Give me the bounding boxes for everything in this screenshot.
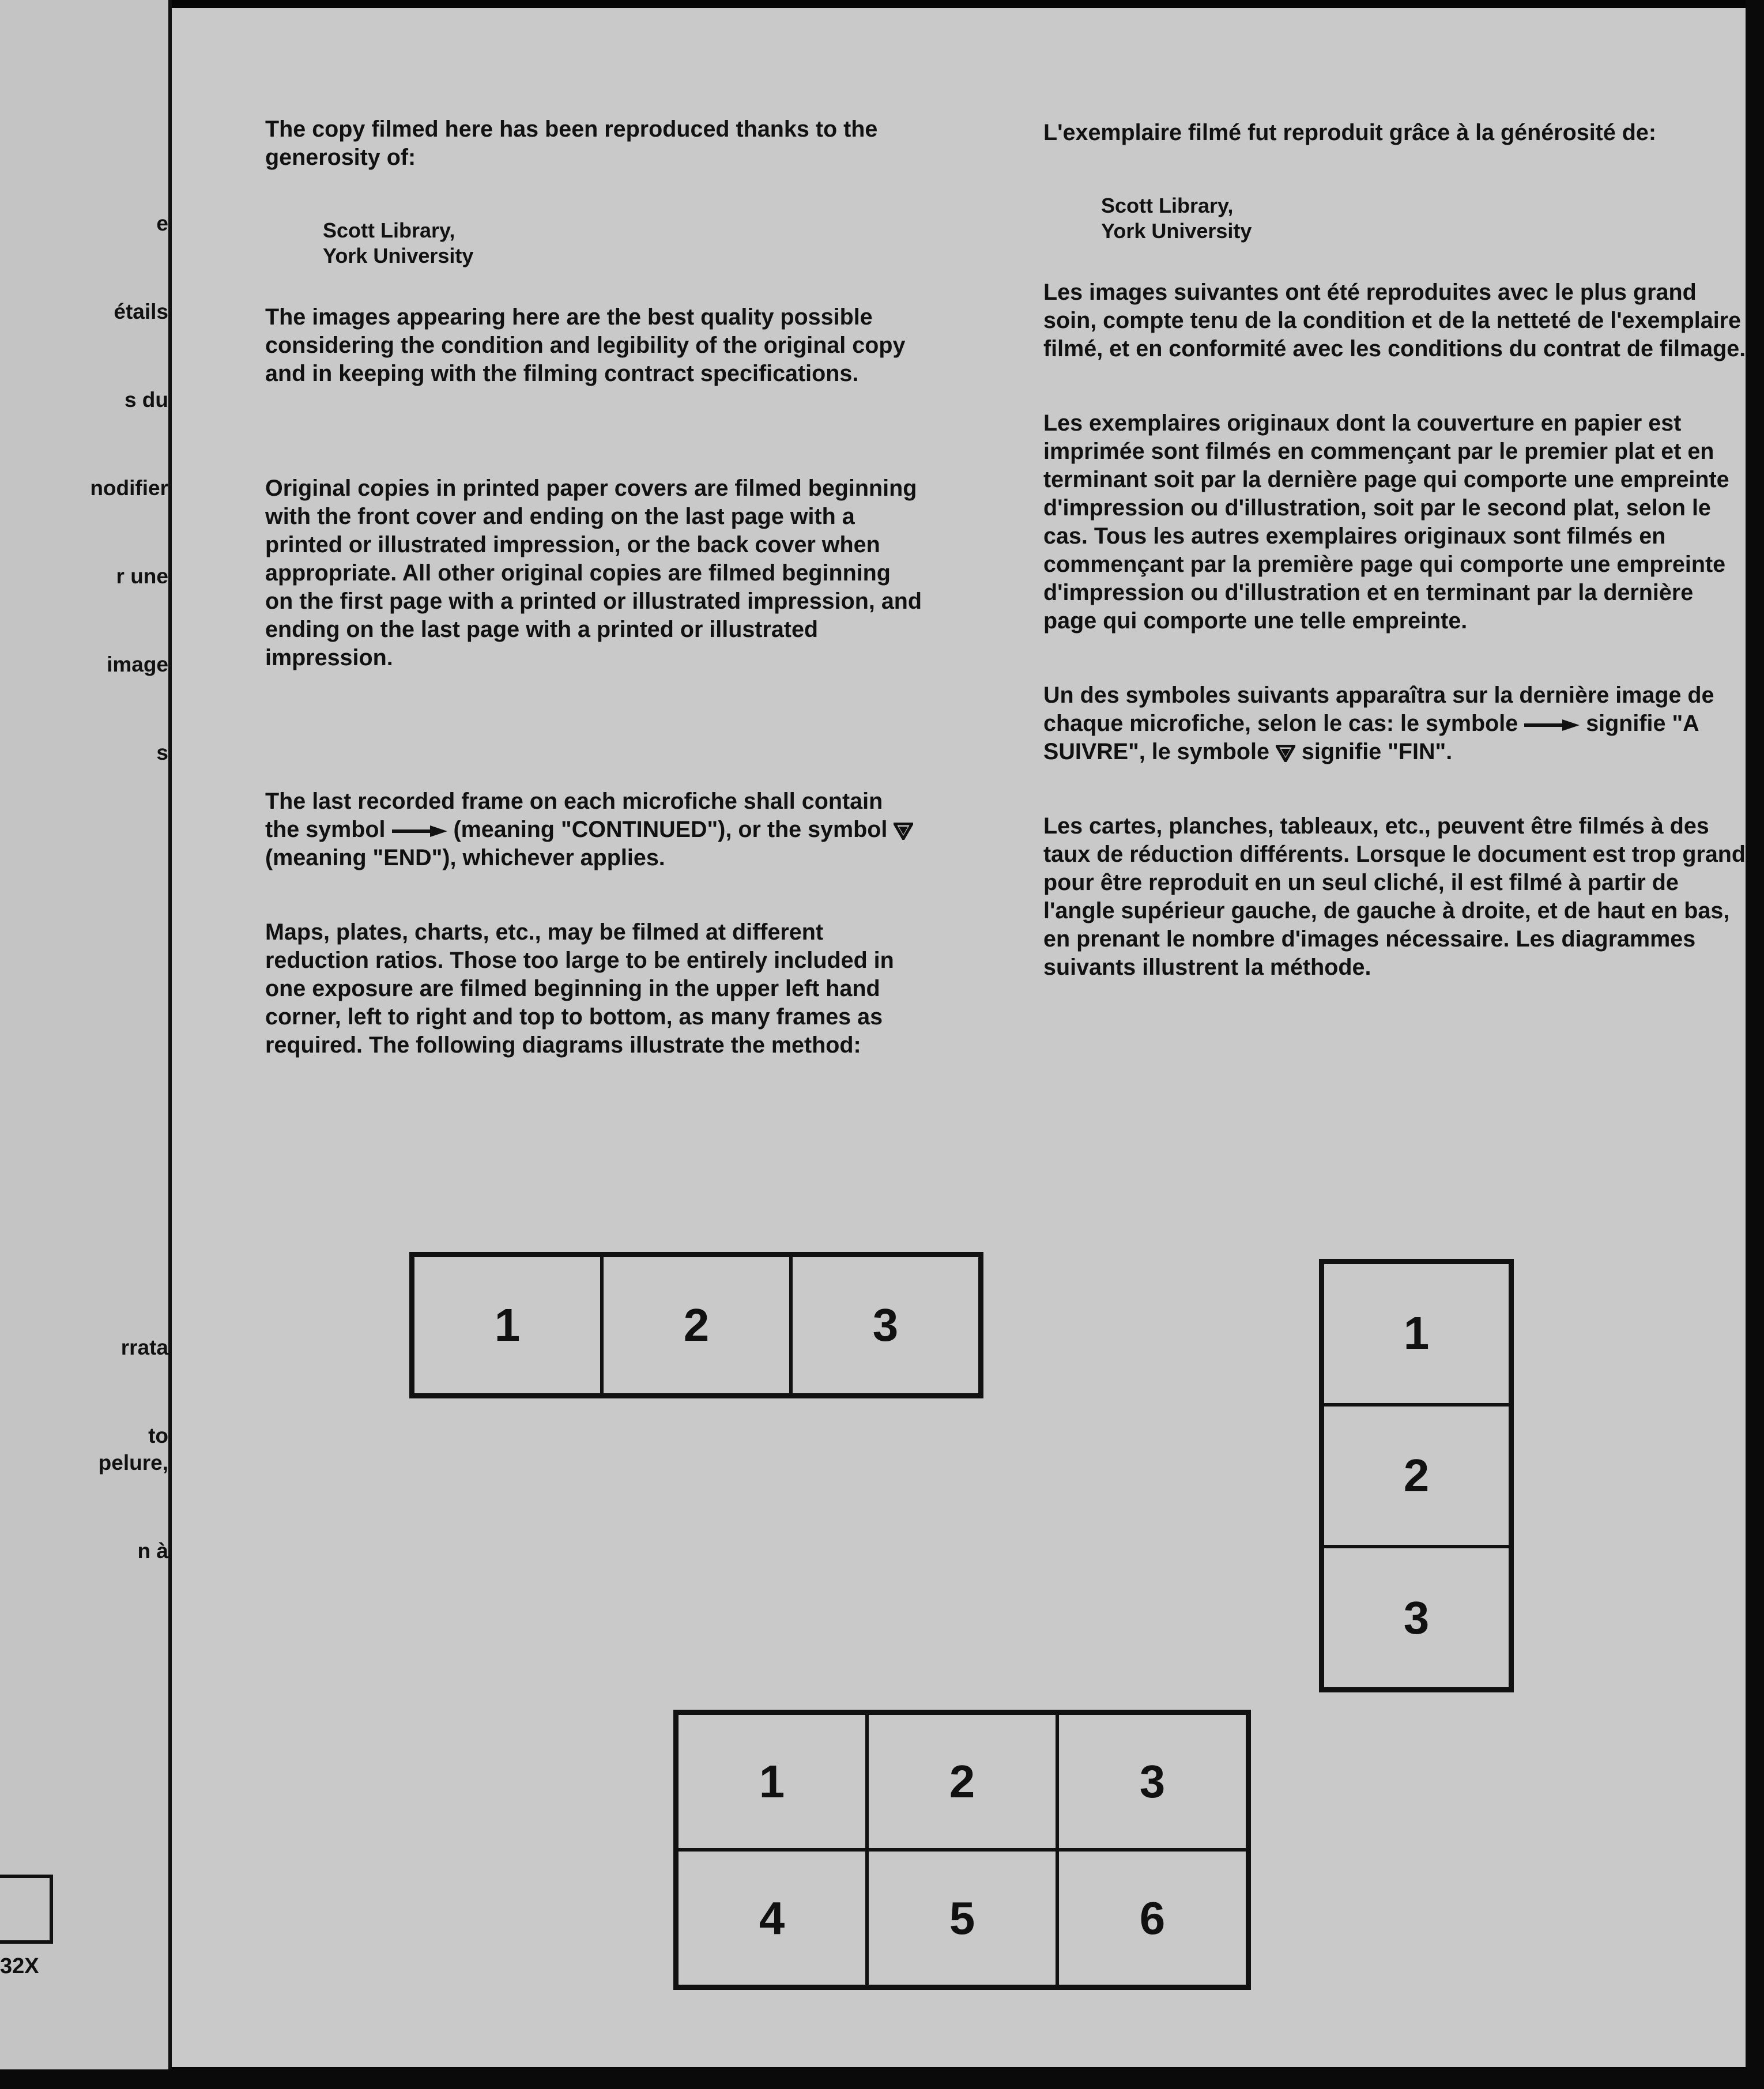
triangle-end-icon: [1276, 745, 1295, 762]
frame-cell: 6: [1057, 1850, 1247, 1986]
diagram-row-frames: [409, 1252, 983, 1398]
frame-cell: 3: [791, 1255, 980, 1395]
symbols-text: (meaning "END"), whichever applies.: [265, 845, 665, 870]
scan-edge-bottom: [0, 2069, 1764, 2089]
credit-intro: L'exemplaire filmé fut reproduit grâce à la générosité de:: [1043, 120, 1657, 145]
frame-cell: 1: [1322, 1262, 1510, 1405]
strip-line: nodifier: [90, 476, 168, 500]
library-name: [1101, 193, 1746, 244]
arrow-continued-icon: [1524, 719, 1580, 731]
frame-cell: 2: [867, 1713, 1057, 1850]
scan-edge-right: [1746, 0, 1764, 2089]
english-column: [265, 115, 922, 1106]
library-line: Scott Library,: [1101, 194, 1234, 217]
symbols-text: The last recorded frame on each microfiche shall contain the symbol: [265, 789, 883, 842]
frame-cell: 2: [1322, 1405, 1510, 1547]
strip-line: e: [156, 212, 168, 235]
quality-paragraph: The images appearing here are the best quality possible considering the condition and legibility of the original copy and in keeping with the filming contract specifications.: [265, 304, 906, 386]
arrow-continued-icon: [392, 825, 447, 837]
strip-line: s du: [124, 388, 168, 412]
triangle-end-icon: [894, 823, 913, 840]
symbols-text: (meaning "CONTINUED"), or the symbol: [453, 817, 888, 842]
strip-line: n à: [137, 1539, 168, 1563]
library-line: York University: [1101, 219, 1252, 243]
document-page: [172, 8, 1746, 2067]
strip-line: image: [107, 653, 168, 676]
frame-cell: 3: [1057, 1713, 1247, 1850]
reduction-box: [0, 1875, 53, 1944]
strip-text-pelure: [99, 1389, 168, 1624]
frame-cell: 2: [602, 1255, 791, 1395]
strip-text-top: [90, 150, 168, 738]
symbols-text: signifie "FIN".: [1301, 739, 1453, 764]
strip-line: r une: [116, 564, 168, 588]
reduction-code: 32X: [0, 1954, 39, 1978]
maps-paragraph: Les cartes, planches, tableaux, etc., peuvent être filmés à des taux de réduction différents. Lorsque le document est trop grand pour être reproduit en un seul cliché, il est filmé à partir de l'angle supérieur gauche, de gauche à droite, et de haut en bas, en prenant le nombre d'images nécessaire. Les diagrammes suivants illustrent la méthode.: [1043, 813, 1746, 980]
symbols-text: Un des symboles suivants apparaîtra sur la dernière image de chaque microfiche, selon le cas: le symbole: [1043, 682, 1714, 736]
symbols-paragraph: [1043, 681, 1746, 766]
frame-cell: 1: [677, 1713, 867, 1850]
maps-paragraph: Maps, plates, charts, etc., may be filmed at different reduction ratios. Those too large to be entirely included in one exposure are filmed beginning in the upper left hand corner, left to right and top to bottom, as many frames as required. The following diagrams illustrate the method:: [265, 919, 894, 1058]
symbols-paragraph: [265, 787, 922, 872]
covers-paragraph: Les exemplaires originaux dont la couverture en papier est imprimée sont filmés en commençant par le premier plat et en terminant soit par la dernière page qui comporte une empreinte d'impression ou d'illustration, soit par le second plat, selon le cas. Tous les autres exemplaires originaux sont filmés en commençant par la première page qui comporte une empreinte d'impression ou d'illustration et en terminant par la dernière page qui comporte une telle empreinte.: [1043, 410, 1729, 634]
french-column: [1043, 119, 1746, 1028]
diagram-grid-frames: [673, 1710, 1251, 1990]
diagram-column-frames: [1319, 1259, 1514, 1692]
strip-line: s: [156, 741, 168, 764]
frame-cell: 1: [413, 1255, 602, 1395]
left-margin-strip: [0, 0, 168, 2069]
credit-intro: The copy filmed here has been reproduced thanks to the generosity of:: [265, 116, 878, 170]
library-name: [323, 218, 922, 269]
covers-paragraph: Original copies in printed paper covers are filmed beginning with the front cover and ending on the last page with a printed or illustrated impression, or the back cover when appropriate. All other original copies are filmed beginning on the first page with a printed or illustrated impression, and ending on the last page with a printed or illustrated impression.: [265, 476, 922, 670]
frame-cell: 4: [677, 1850, 867, 1986]
strip-line: rrata: [120, 1336, 168, 1359]
library-line: Scott Library,: [323, 218, 455, 242]
frame-cell: 3: [1322, 1547, 1510, 1689]
symbols-text: signifie "A SUIVRE", le symbole: [1043, 711, 1699, 764]
strip-line: to: [148, 1424, 168, 1447]
frame-cell: 5: [867, 1850, 1057, 1986]
strip-line: étails: [114, 300, 168, 323]
library-line: York University: [323, 244, 474, 267]
quality-paragraph: Les images suivantes ont été reproduites avec le plus grand soin, compte tenu de la condition et de la netteté de l'exemplaire filmé, et en conformité avec les conditions du contrat de filmage.: [1043, 280, 1746, 361]
strip-line: pelure,: [98, 1451, 168, 1475]
